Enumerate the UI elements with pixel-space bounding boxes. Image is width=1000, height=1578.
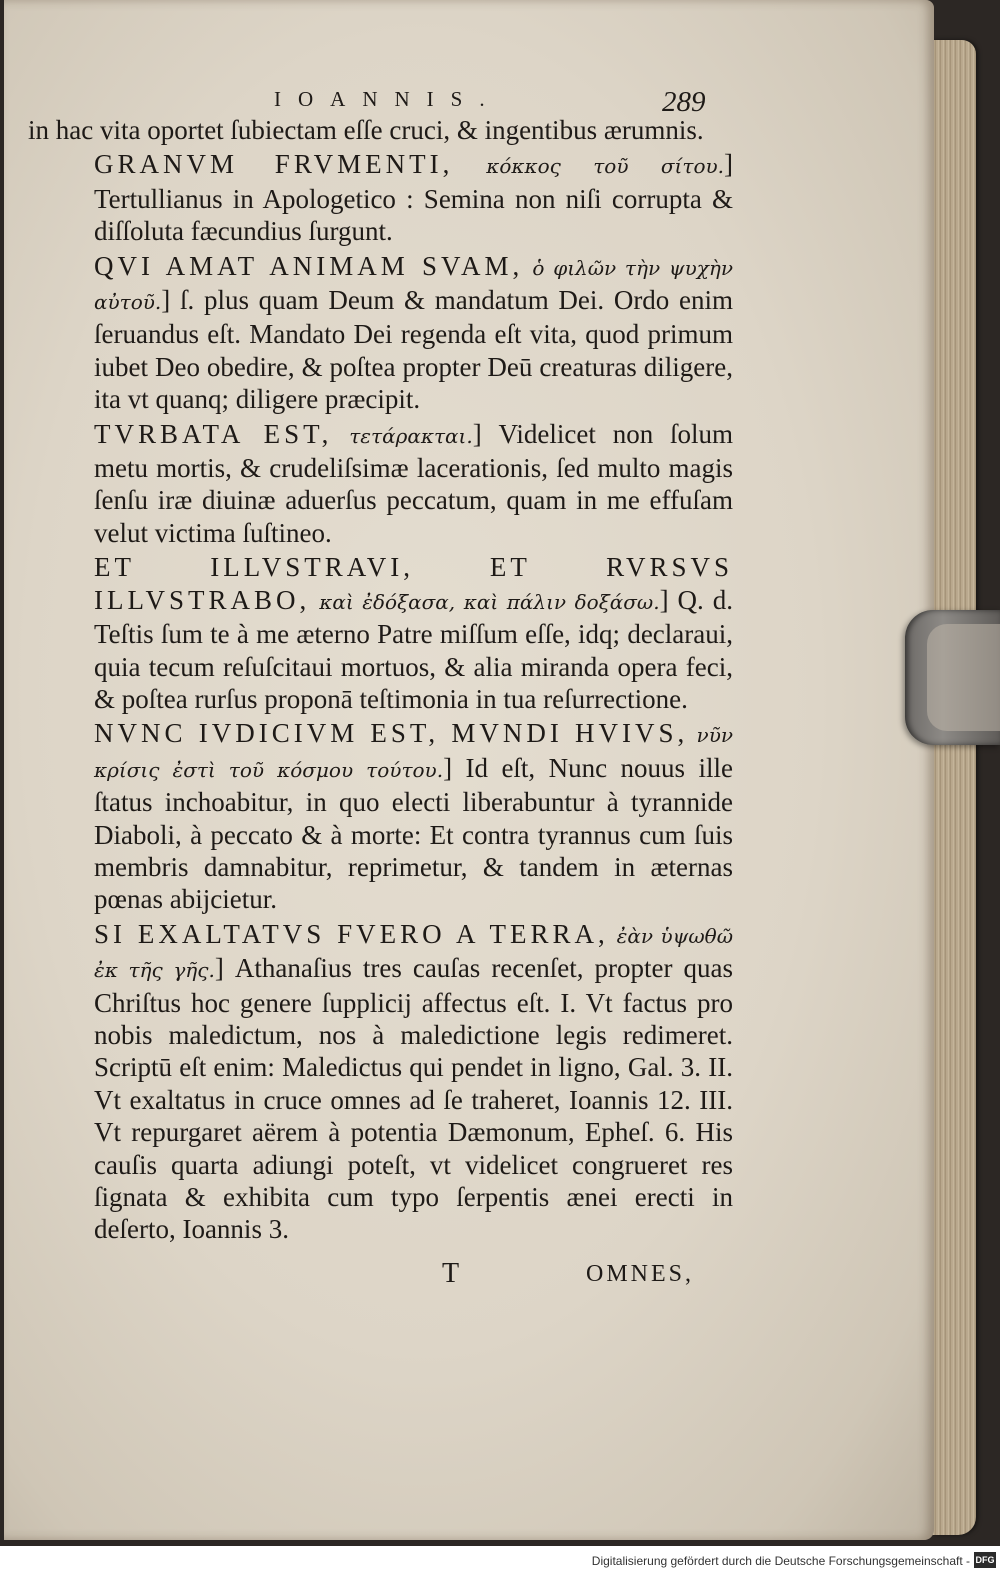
greek-lemma: νῦν κρίσις ἐστὶ τοῦ κόσμου τούτου. xyxy=(94,723,734,782)
digitization-footer-bar xyxy=(0,1546,1000,1578)
page-number: 289 xyxy=(662,86,706,118)
page-clip xyxy=(905,610,1000,745)
paragraph-text: ] Q. d. Teſtis ſum te à me æterno Patre miſſum eſſe, idq; declaraui, quia tecum reſuſcitaui mortuos, & alia miranda opera feci, & poſtea rurſus proponā teſtimonia in tua reſurrectione. xyxy=(94,584,733,714)
lemma-heading: SI EXALTATVS FVERO A TERRA, xyxy=(94,918,609,949)
paragraph-text: ] ſ. plus quam Deum & mandatum Dei. Ordo enim ſeruandus eſt. Mandato Dei regenda eſt vita, quod primum iubet Deo obedire, & poſtea propter Deū creaturas diligere, ita vt quanq; diligere præcipit. xyxy=(94,285,733,415)
page-footer xyxy=(28,1258,733,1292)
paragraph-text: in hac vita oportet ſubiectam eſſe cruci, & ingentibus ærumnis. xyxy=(28,115,704,145)
running-head-title: IOANNIS. xyxy=(274,87,502,111)
paragraph-et-illustravi xyxy=(28,551,733,715)
greek-lemma: ὁ φιλῶν τὴν ψυχὴν αὐτοῦ. xyxy=(94,255,733,315)
catchword: OMNES, xyxy=(586,1261,695,1287)
lemma-heading: ET ILLVSTRAVI, ET RVRSVS ILLVSTRABO, xyxy=(94,552,733,615)
lemma-heading: GRANVM FRVMENTI, xyxy=(94,149,454,180)
signature-mark: T xyxy=(442,1258,460,1289)
commentary-body xyxy=(28,114,733,1246)
dfg-logo-icon: DFG xyxy=(974,1552,996,1568)
running-head xyxy=(28,80,733,118)
lemma-heading: QVI AMAT ANIMAM SVAM, xyxy=(94,250,524,281)
lemma-heading: TVRBATA EST, xyxy=(94,418,333,449)
paragraph-text: ] Tertullianus in Apologetico : Semina non niſi corrupta & diſſoluta fæcundius ſurgunt. xyxy=(94,149,734,247)
greek-lemma: κόκκος τοῦ σίτου. xyxy=(486,154,725,179)
paragraph-qui-amat xyxy=(28,250,733,416)
paragraph-text: ] Athanaſius tres cauſas recenſet, propter quas Chriſtus hoc genere ſupplicij affectus eſt. I. Vt factus pro nobis maledictum, nos à maledictione legis redimeret. Scriptū eſt enim: Maledictus qui pendet in ligno, Gal. 3. II. Vt exaltatus in cruce omnes ad ſe traheret, Ioannis 12. III. Vt repurgaret aërem à potentia Dæmonum, Epheſ. 6. His cauſis quarta adiungi poteſt, vt videlicet congrueret res ſignata & exhibita cum typo ſerpentis ænei erecti in deſerto, Ioannis 3. xyxy=(94,953,733,1245)
paragraph-si-exaltatus xyxy=(28,918,733,1246)
book-fore-edge xyxy=(932,40,976,1535)
digitization-credit: Digitalisierung gefördert durch die Deutsche Forschungsgemeinschaft - xyxy=(591,1554,970,1568)
paragraph-nunc-iudicium xyxy=(28,717,733,915)
paragraph-text: ] Videlicet non ſolum metu mortis, & crudeliſsimæ lacerationis, ſed multo magis ſenſu iræ diuinæ aduerſus peccatum, quam in me effuſam velut victima ſuſtineo. xyxy=(94,418,733,548)
paragraph-continuation xyxy=(28,114,733,146)
paragraph-turbata-est xyxy=(28,418,733,550)
paragraph-text: ] Id eſt, Nunc nouus ille ſtatus inchoabitur, in quo electi liberabuntur à tyrannide Diaboli, à peccato & à morte: Et contra tyrannus cum ſuis membris damnabitur, reprimetur, & tandem in æternas pœnas abijcietur. xyxy=(94,752,733,915)
lemma-heading: NVNC IVDICIVM EST, MVNDI HVIVS, xyxy=(94,718,689,749)
greek-lemma: τετάρακται. xyxy=(349,423,473,448)
greek-lemma: καὶ ἐδόξασα, καὶ πάλιν δοξάσω. xyxy=(319,589,660,614)
paragraph-granum-frumenti xyxy=(28,148,733,247)
greek-lemma: ἐὰν ὑψωθῶ ἐκ τῆς γῆς. xyxy=(94,923,734,983)
